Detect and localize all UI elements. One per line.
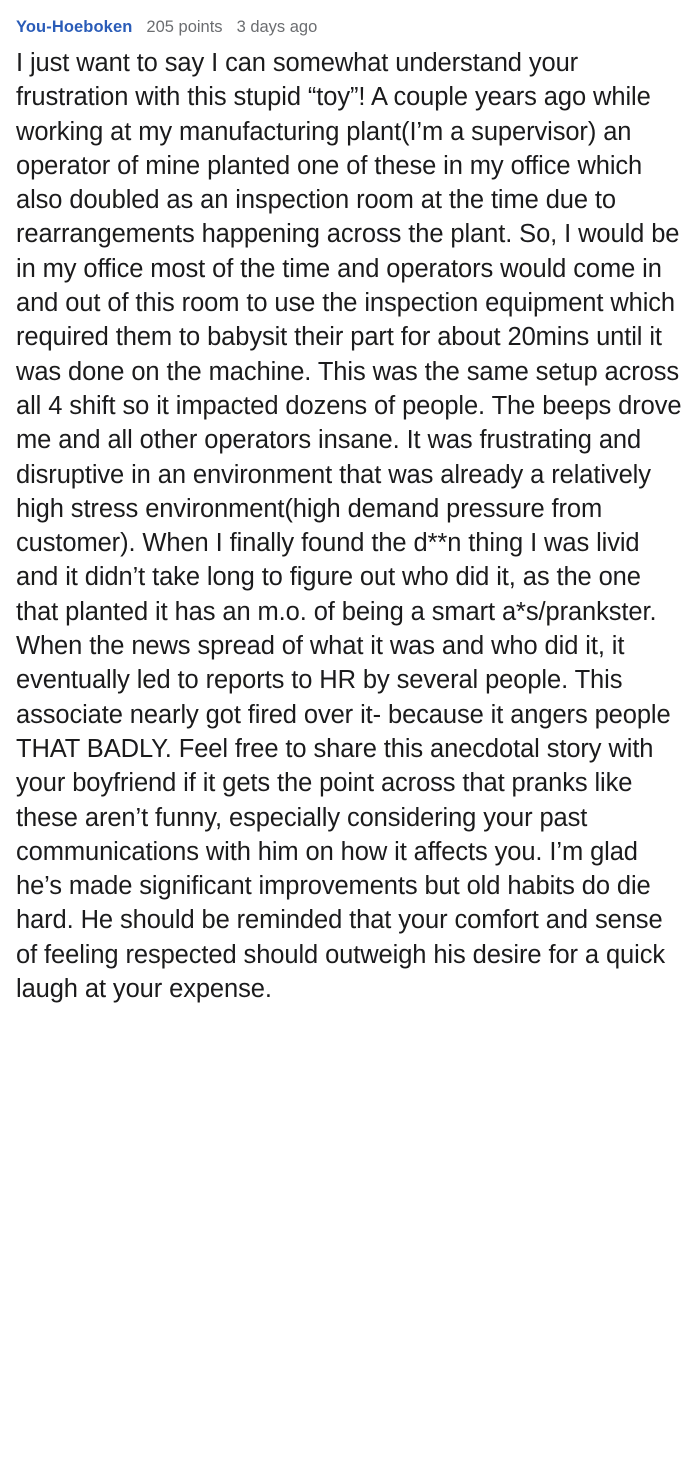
comment-body bbox=[16, 46, 684, 1006]
comment-author[interactable]: You-Hoeboken bbox=[16, 18, 133, 36]
comment-points: 205 points bbox=[146, 18, 223, 36]
comment-header bbox=[16, 18, 684, 37]
comment-timestamp: 3 days ago bbox=[236, 18, 318, 36]
comment-text: I just want to say I can somewhat understand your frustration with this stupid “toy”! A couple years ago while working at my manufacturing plant(I’m a supervisor) an operator of mine planted one of these in my office which also doubled as an inspection room at the time due to rearrangements happening across the plant. So, I would be in my office most of the time and operators would come in and out of this room to use the inspection equipment which required them to babysit their part for about 20mins until it was done on the machine. This was the same setup across all 4 shift so it impacted dozens of people. The beeps drove me and all other operators insane. It was frustrating and disruptive in an environment that was already a relatively high stress environment(high demand pressure from customer). When I finally found the d**n thing I was livid and it didn’t take long to figure out who did it, as the one that planted it has an m.o. of being a smart a*s/prankster. When the news spread of what it was and who did it, it eventually led to reports to HR by several people. This associate nearly got fired over it- because it angers people THAT BADLY. Feel free to share this anecdotal story with your boyfriend if it gets the point across that pranks like these aren’t funny, especially considering your past communications with him on how it affects you. I’m glad he’s made significant improvements but old habits do die hard. He should be reminded that your comfort and sense of feeling respected should outweigh his desire for a quick laugh at your expense. bbox=[16, 49, 682, 1004]
